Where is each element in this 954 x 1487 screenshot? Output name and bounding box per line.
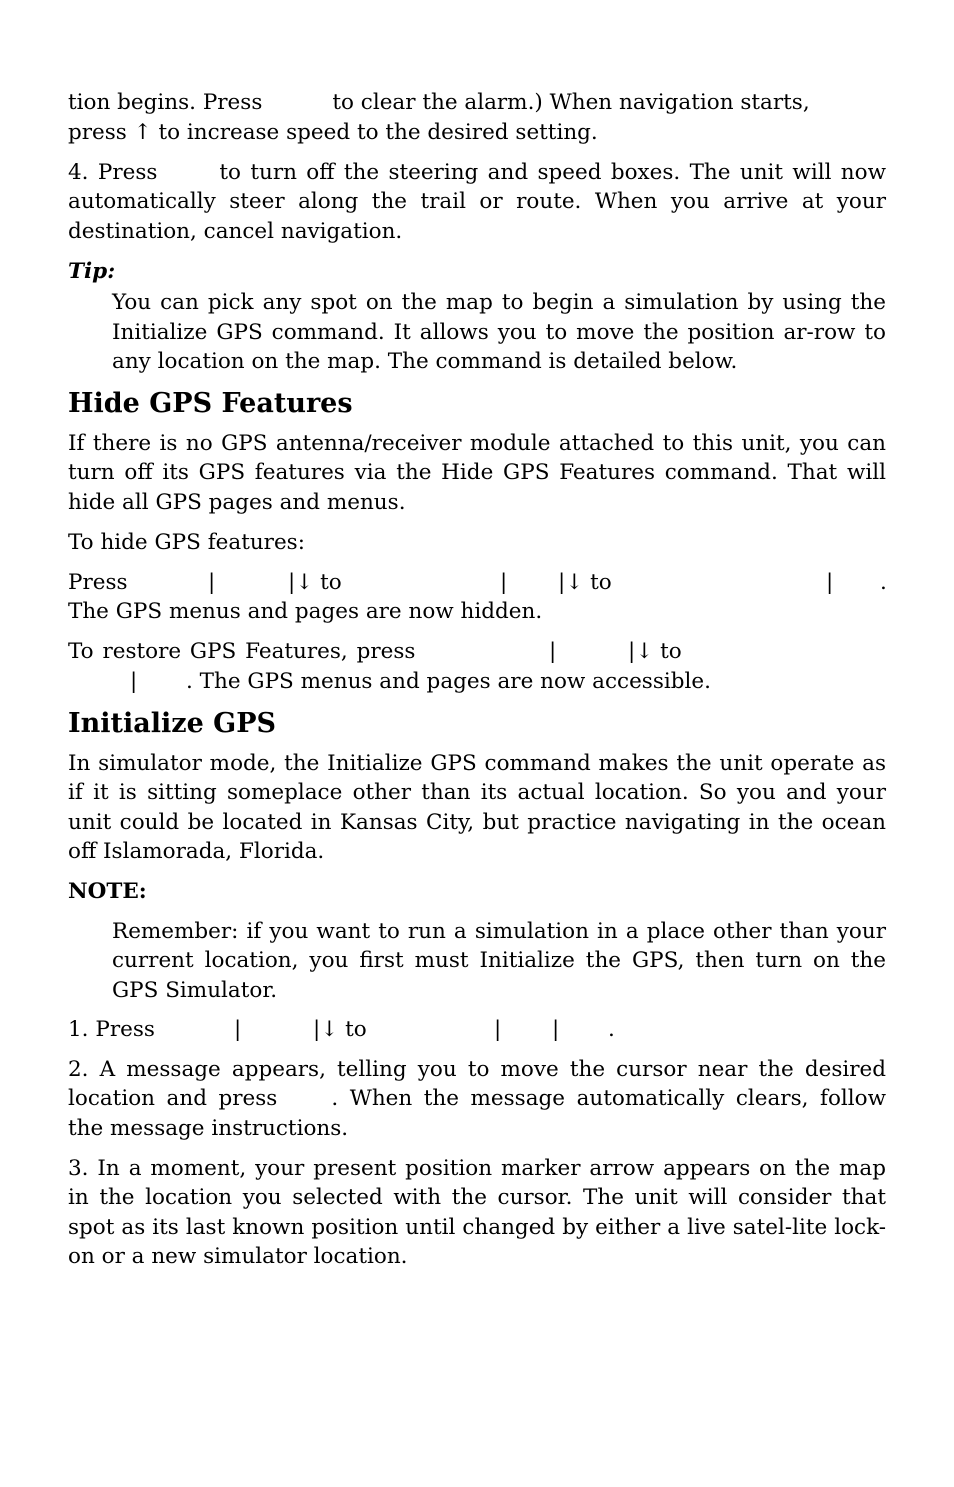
- text-fragment: Press: [68, 569, 128, 595]
- down-arrow-text: |↓ to: [288, 569, 342, 595]
- period: .: [880, 569, 887, 595]
- text-fragment: press ↑ to increase speed to the desired setting.: [68, 119, 598, 145]
- hide-intro: If there is no GPS antenna/receiver module attached to this unit, you can turn off its GPS features via the Hide GPS Features command. That will hide all GPS pages and menus.: [68, 430, 886, 515]
- init-step-3: 3. In a moment, your present position marker arrow appears on the map in the location you selected with the cursor. The unit will consider that spot as its last known position until changed by either a live satel-lite lock-on or a new simulator location.: [68, 1155, 886, 1269]
- separator: |: [549, 639, 557, 664]
- to-hide-label: To hide GPS features:: [68, 529, 305, 555]
- text-fragment: 1. Press: [68, 1017, 155, 1042]
- period: .: [608, 1017, 615, 1042]
- hidden-confirmation: The GPS menus and pages are now hidden.: [68, 599, 543, 624]
- separator: |: [234, 1017, 242, 1042]
- heading-hide-gps: Hide GPS Features: [68, 387, 353, 419]
- down-arrow-text: |↓ to: [558, 569, 612, 595]
- paragraph-step4: [68, 158, 886, 247]
- manual-page: [68, 88, 886, 1282]
- down-arrow-text: |↓ to: [628, 639, 682, 664]
- init-intro: In simulator mode, the Initialize GPS command makes the unit operate as if it is sitting someplace other than its actual location. So you and your unit could be located in Kansas City, but practice navigating in the ocean off Islamorada, Florida.: [68, 750, 886, 864]
- tip-label: Tip:: [68, 258, 116, 284]
- note-label: NOTE:: [68, 879, 147, 904]
- text-fragment: to clear the alarm.) When navigation starts,: [332, 90, 810, 115]
- text-fragment: 2. A message appears, telling you to move the cursor near the desired location and press: [68, 1056, 886, 1111]
- restore-line: [68, 637, 886, 667]
- separator: |: [552, 1017, 560, 1042]
- separator: |: [130, 668, 138, 694]
- init-step-2: [68, 1055, 886, 1144]
- separator: |: [494, 1017, 502, 1042]
- text-fragment: 4. Press: [68, 159, 158, 185]
- separator: |: [826, 569, 834, 595]
- text-fragment: to turn off the steering and speed boxes. The unit will now automatically steer along the trail or route. When you arrive at your destination, cancel navigation.: [68, 159, 886, 244]
- text-fragment: tion begins. Press: [68, 90, 263, 115]
- text-fragment: . The GPS menus and pages are now accessible.: [186, 668, 711, 694]
- restore-line-2: [68, 667, 886, 697]
- text-fragment: . When the message automatically clears, follow the message instructions.: [68, 1086, 886, 1141]
- init-step-1: [68, 1015, 886, 1045]
- separator: |: [208, 569, 216, 595]
- press-sequence-line: [68, 568, 886, 598]
- tip-body: You can pick any spot on the map to begin a simulation by using the Initialize GPS command. It allows you to move the position ar-row to any location on the map. The command is detailed below.: [112, 290, 886, 374]
- separator: |: [500, 569, 508, 595]
- down-arrow-text: |↓ to: [313, 1017, 367, 1042]
- note-body: Remember: if you want to run a simulation in a place other than your current location, you first must Initialize the GPS, then turn on the GPS Simulator.: [112, 918, 886, 1003]
- paragraph-continuation: [68, 88, 886, 147]
- text-fragment: To restore GPS Features, press: [68, 639, 416, 664]
- heading-initialize-gps: Initialize GPS: [68, 707, 277, 739]
